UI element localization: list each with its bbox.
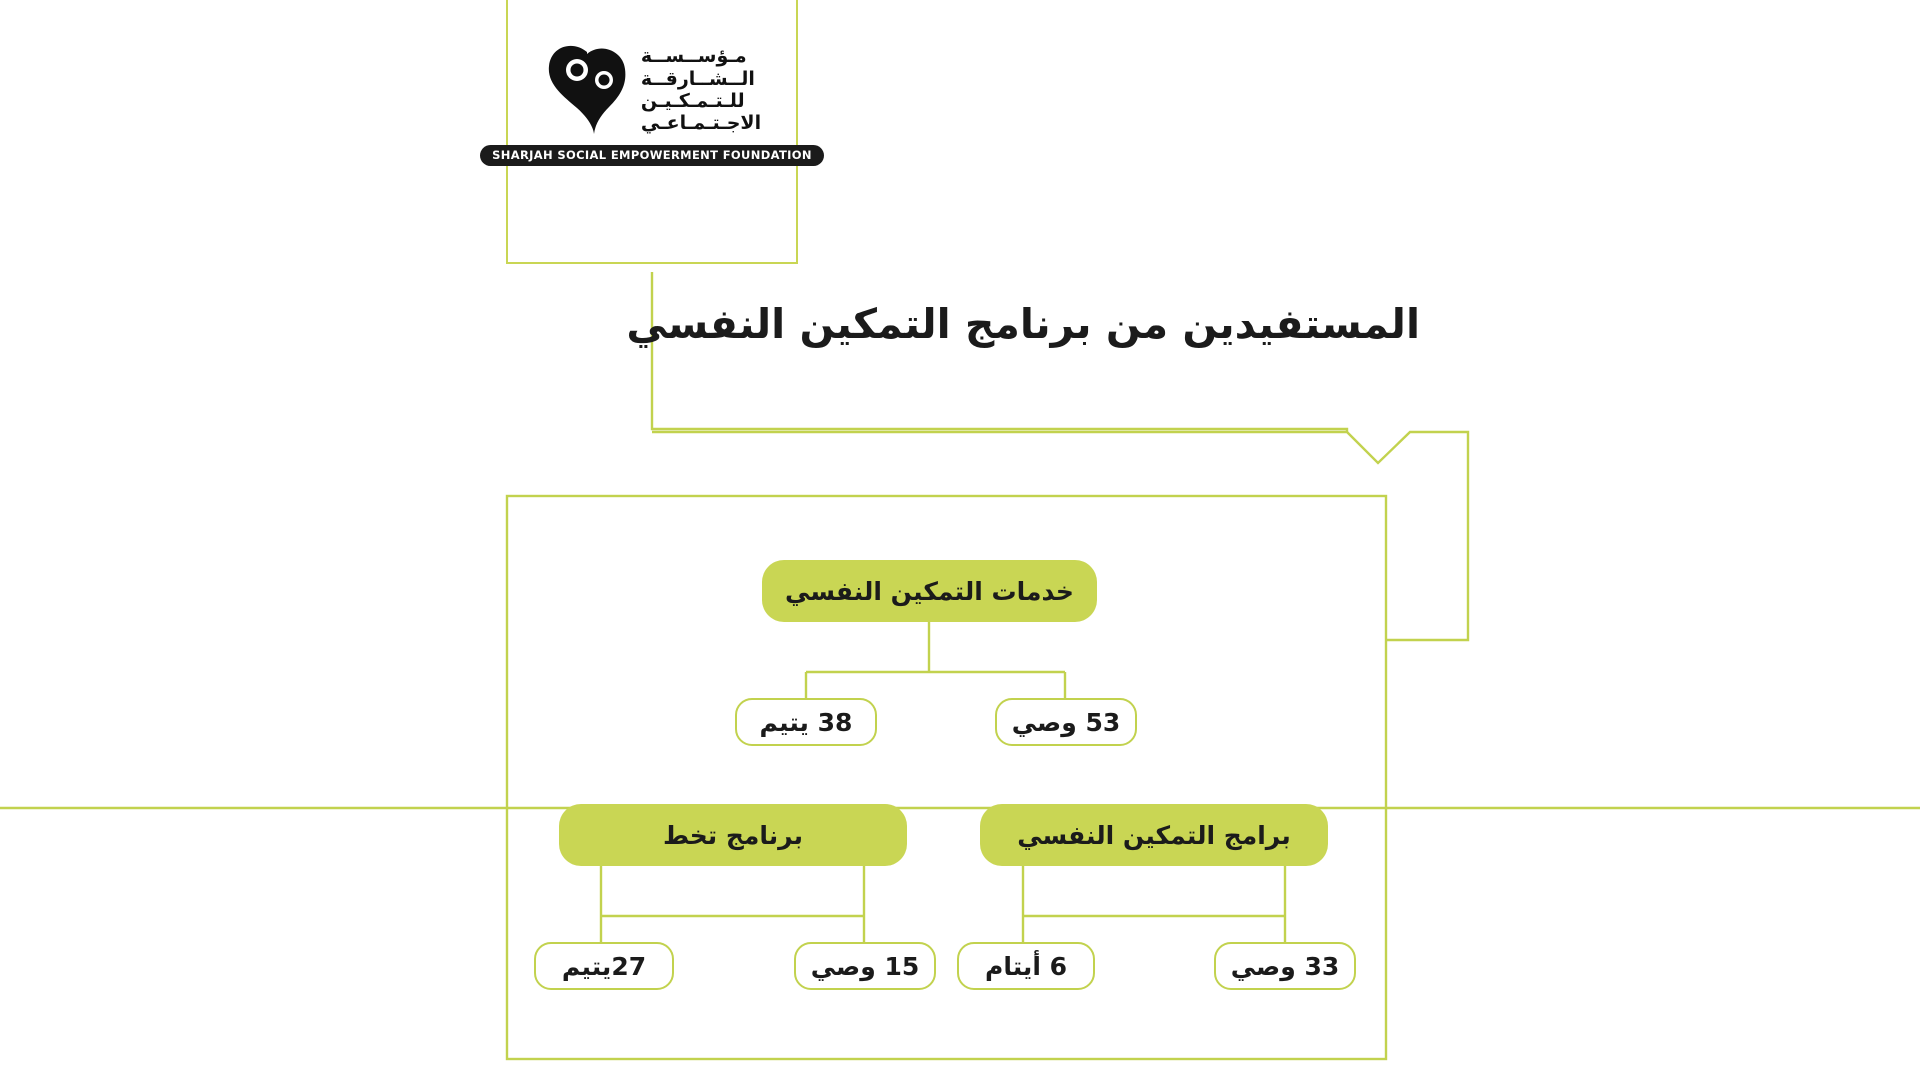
logo-arabic-line-2: الــشــارقــة [640,67,755,90]
logo-panel [492,0,812,264]
node-takhat-orphans[interactable]: 27يتيم [534,942,674,990]
heart-icon [543,44,629,136]
page-title: المستفيدين من برنامج التمكين النفسي [626,300,1420,348]
node-psych-orphans[interactable]: 6 أيتام [957,942,1095,990]
node-takhat-guardians[interactable]: 15 وصي [794,942,936,990]
connector-logo-to-title-bar [652,272,1347,432]
node-services[interactable]: خدمات التمكين النفسي [762,560,1097,622]
node-psych-guardians[interactable]: 33 وصي [1214,942,1356,990]
logo-arabic-line-1: مـؤســســة [640,45,747,68]
logo-english-name: SHARJAH SOCIAL EMPOWERMENT FOUNDATION [480,145,824,166]
logo-arabic-line-4: الاجـتـمـاعـي [640,112,762,135]
node-takhat-program[interactable]: برنامج تخط [559,804,907,866]
logo-arabic-line-3: للـتـمـكـيـن [640,90,745,112]
node-services-guardians[interactable]: 53 وصي [995,698,1137,746]
logo-arabic-wordmark [641,45,761,135]
node-psych-programs[interactable]: برامج التمكين النفسي [980,804,1328,866]
node-services-orphans[interactable]: 38 يتيم [735,698,877,746]
